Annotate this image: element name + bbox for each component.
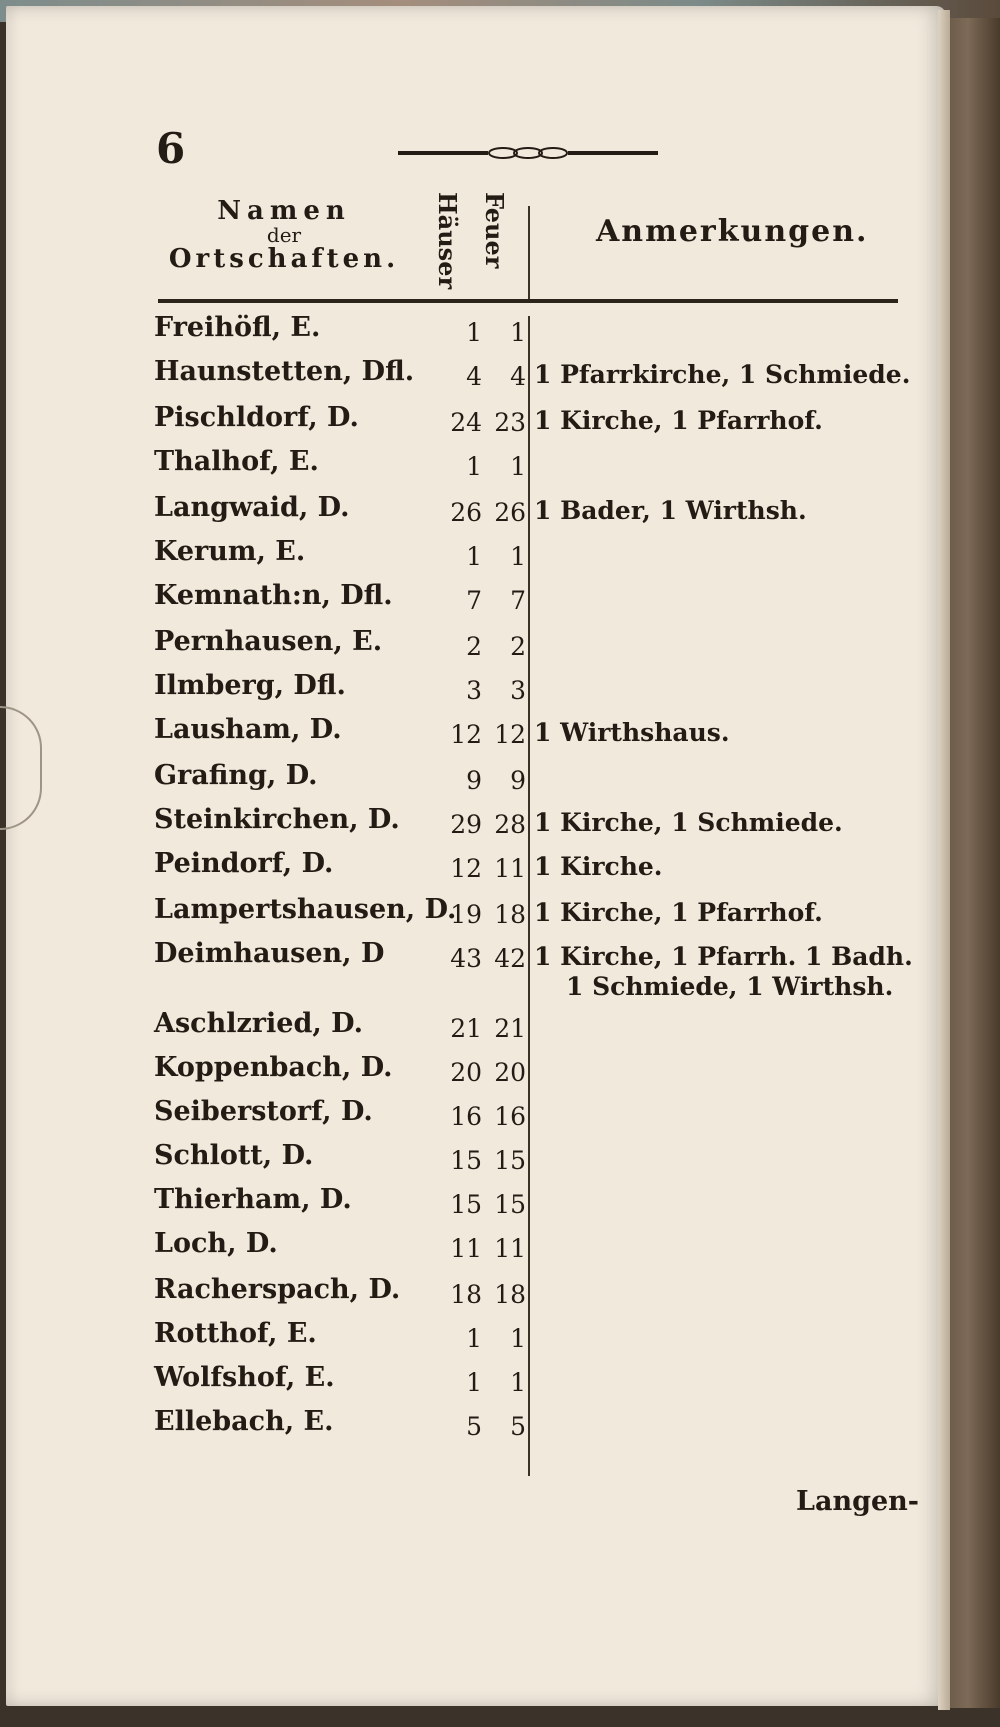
table-row [6,938,946,1001]
house-count: 19 [450,900,482,929]
hearth-count: 15 [494,1146,526,1175]
place-name: Langwaid, D. [154,492,350,523]
house-count: 7 [466,586,482,615]
table-row [6,1362,946,1406]
place-name: Loch, D. [154,1228,278,1259]
house-count: 20 [450,1058,482,1087]
house-count: 43 [450,944,482,973]
place-name: Ilmberg, Dfl. [154,670,346,701]
place-name: Grafing, D. [154,760,318,791]
book-cover-edge [946,18,1000,1708]
house-count: 2 [466,632,482,661]
table-row [6,626,946,670]
header-hearths: Feuer [480,192,509,269]
place-note-line: 1 Kirche, 1 Schmiede. [534,808,843,837]
table-row [6,1274,946,1318]
place-note [534,852,663,882]
house-count: 26 [450,498,482,527]
place-note-line: 1 Wirthshaus. [534,718,730,747]
place-note [534,942,913,1002]
place-name: Rotthof, E. [154,1318,317,1349]
place-note-line: 1 Kirche, 1 Pfarrhof. [534,406,823,435]
table-row [6,536,946,580]
hearth-count: 1 [510,318,526,347]
house-count: 1 [466,452,482,481]
house-count: 15 [450,1146,482,1175]
hearth-count: 23 [494,408,526,437]
table-row [6,894,946,938]
place-note-line: 1 Kirche, 1 Pfarrhof. [534,898,823,927]
place-note-line: 1 Kirche. [534,852,663,881]
hearth-count: 1 [510,1368,526,1397]
table-row [6,760,946,804]
table-row [6,1008,946,1052]
hearth-count: 1 [510,452,526,481]
place-note-line: 1 Kirche, 1 Pfarrh. 1 Badh. [534,942,913,971]
place-note-line: 1 Pfarrkirche, 1 Schmiede. [534,360,911,389]
table-row [6,1184,946,1228]
house-count: 1 [466,542,482,571]
house-count: 24 [450,408,482,437]
place-name: Thalhof, E. [154,446,319,477]
place-name: Wolfshof, E. [154,1362,335,1393]
place-note [534,898,823,928]
ornament-rule [398,146,658,160]
table-row [6,356,946,400]
hearth-count: 9 [510,766,526,795]
table-row [6,670,946,714]
table-row [6,1228,946,1272]
house-count: 1 [466,1368,482,1397]
table-row [6,446,946,490]
place-name: Haunstetten, Dfl. [154,356,415,387]
house-count: 15 [450,1190,482,1219]
place-name: Deimhausen, D [154,938,385,969]
house-count: 11 [450,1234,482,1263]
house-count: 16 [450,1102,482,1131]
header-houses: Häuser [433,192,462,290]
hearth-count: 18 [494,900,526,929]
house-count: 21 [450,1014,482,1043]
place-note [534,808,843,838]
header-rule [158,299,898,303]
hearth-count: 5 [510,1412,526,1441]
table-row [6,1052,946,1096]
place-name: Lampertshausen, D. [154,894,457,925]
hearth-count: 3 [510,676,526,705]
catchword: Langen- [796,1486,920,1517]
table-row [6,402,946,446]
house-count: 1 [466,1324,482,1353]
place-name: Ellebach, E. [154,1406,334,1437]
hearth-count: 11 [494,1234,526,1263]
house-count: 4 [466,362,482,391]
hearth-count: 15 [494,1190,526,1219]
book-page [6,6,946,1706]
hearth-count: 1 [510,1324,526,1353]
hearth-count: 4 [510,362,526,391]
house-count: 12 [450,854,482,883]
hearth-count: 21 [494,1014,526,1043]
hearth-count: 16 [494,1102,526,1131]
header-column-divider [528,206,530,300]
house-count: 5 [466,1412,482,1441]
table-row [6,580,946,624]
hearth-count: 1 [510,542,526,571]
header-names [154,198,414,274]
hearth-count: 11 [494,854,526,883]
table-row [6,492,946,536]
page-edge [938,10,950,1710]
header-names-line2: der [266,223,302,248]
table-row [6,1140,946,1184]
house-count: 12 [450,720,482,749]
place-name: Koppenbach, D. [154,1052,393,1083]
house-count: 29 [450,810,482,839]
place-note [534,360,910,390]
table-row [6,804,946,848]
table-row [6,312,946,356]
place-name: Thierham, D. [154,1184,352,1215]
hearth-count: 7 [510,586,526,615]
place-name: Pernhausen, E. [154,626,383,657]
hearth-count: 28 [494,810,526,839]
header-notes: Anmerkungen. [596,214,869,249]
house-count: 18 [450,1280,482,1309]
place-name: Racherspach, D. [154,1274,401,1305]
hearth-count: 20 [494,1058,526,1087]
place-name: Steinkirchen, D. [154,804,400,835]
hearth-count: 26 [494,498,526,527]
place-note [534,406,823,436]
place-name: Freihöfl, E. [154,312,321,343]
place-name: Kemnath:n, Dfl. [154,580,393,611]
house-count: 1 [466,318,482,347]
place-name: Aschlzried, D. [154,1008,363,1039]
hearth-count: 18 [494,1280,526,1309]
place-name: Pischldorf, D. [154,402,359,433]
header-names-line3: Ortschaften. [168,244,400,275]
house-count: 3 [466,676,482,705]
place-name: Seiberstorf, D. [154,1096,373,1127]
place-name: Peindorf, D. [154,848,334,879]
place-note-continuation: 1 Schmiede, 1 Wirthsh. [566,972,894,1001]
place-name: Lausham, D. [154,714,342,745]
table-row [6,848,946,892]
table-row [6,1096,946,1140]
table-row [6,1318,946,1362]
hearth-count: 2 [510,632,526,661]
place-note [534,718,730,748]
hearth-count: 12 [494,720,526,749]
header-names-line1: Namen [217,196,351,226]
hearth-count: 42 [494,944,526,973]
place-note [534,496,807,526]
table-row [6,714,946,758]
place-name: Kerum, E. [154,536,306,567]
page-number: 6 [156,124,186,173]
place-name: Schlott, D. [154,1140,314,1171]
table-row [6,1406,946,1450]
place-note-line: 1 Bader, 1 Wirthsh. [534,496,807,525]
house-count: 9 [466,766,482,795]
